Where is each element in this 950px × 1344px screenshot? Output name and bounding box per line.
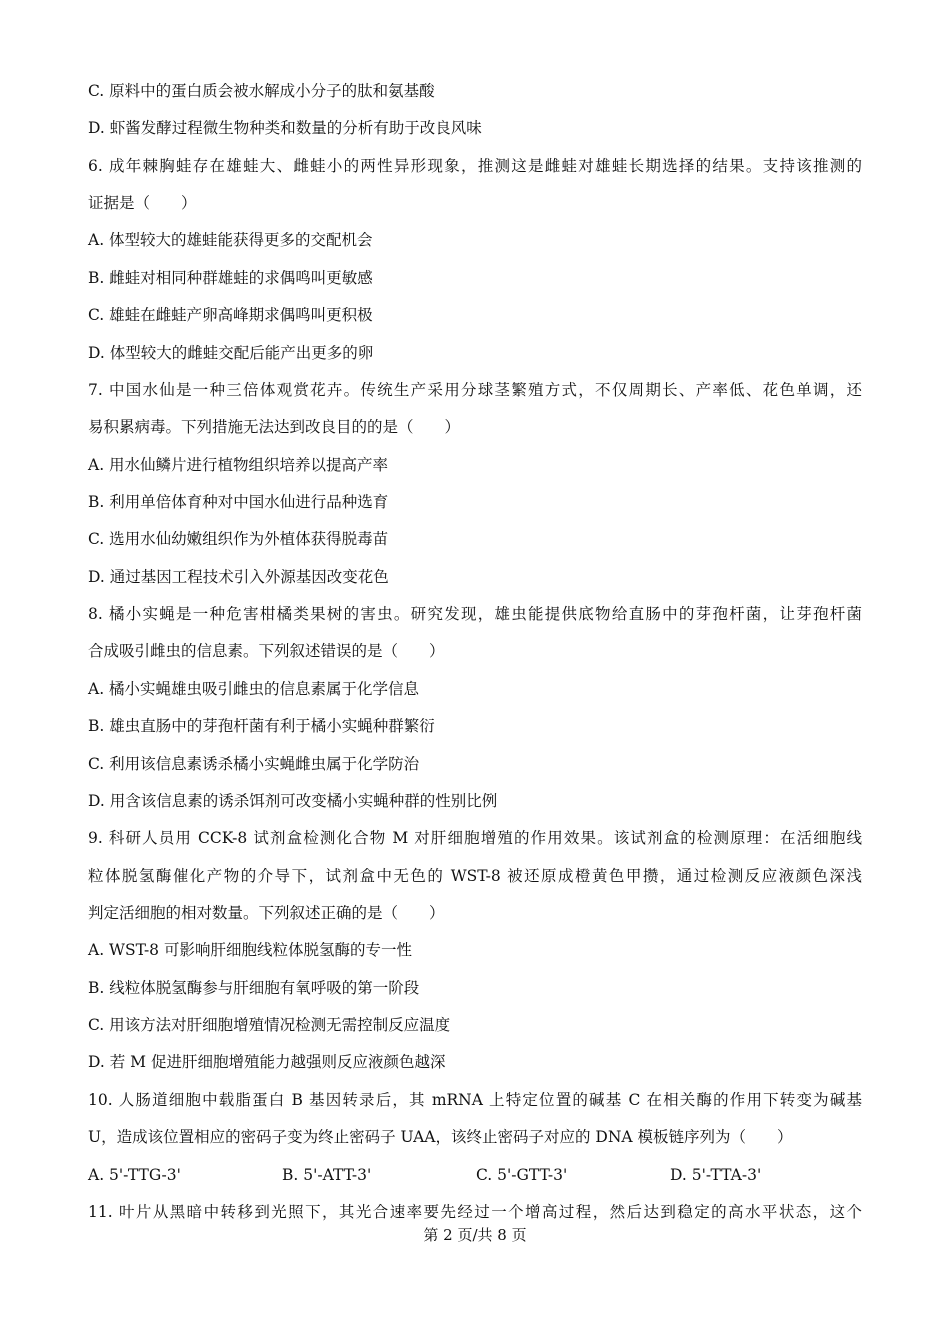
q6-stem-line1: 6. 成年棘胸蛙存在雄蛙大、雌蛙小的两性异形现象，推测这是雌蛙对雄蛙长期选择的结果。支持该推测的	[88, 157, 862, 175]
q7-option-b: B. 利用单倍体育种对中国水仙进行品种选育	[88, 493, 389, 511]
q10-option-a: A. 5'-TTG-3'	[88, 1166, 181, 1184]
q8-stem-line2: 合成吸引雌虫的信息素。下列叙述错误的是（ ）	[88, 642, 445, 660]
q7-stem-line2: 易积累病毒。下列措施无法达到改良目的的是（ ）	[88, 418, 461, 436]
q6-option-a: A. 体型较大的雄蛙能获得更多的交配机会	[88, 231, 373, 249]
q5-option-d: D. 虾酱发酵过程微生物种类和数量的分析有助于改良风味	[88, 119, 482, 137]
q7-stem-line1: 7. 中国水仙是一种三倍体观赏花卉。传统生产采用分球茎繁殖方式，不仅周期长、产率低、花色单调，还	[88, 381, 862, 399]
q8-option-b: B. 雄虫直肠中的芽孢杆菌有利于橘小实蝇种群繁衍	[88, 717, 435, 735]
q6-stem-line2: 证据是（ ）	[88, 194, 197, 212]
q9-stem-line3: 判定活细胞的相对数量。下列叙述正确的是（ ）	[88, 904, 445, 922]
q9-option-d: D. 若 M 促进肝细胞增殖能力越强则反应液颜色越深	[88, 1053, 446, 1071]
q7-option-a: A. 用水仙鳞片进行植物组织培养以提高产率	[88, 456, 389, 474]
q6-option-c: C. 雄蛙在雌蛙产卵高峰期求偶鸣叫更积极	[88, 306, 373, 324]
q9-option-a: A. WST-8 可影响肝细胞线粒体脱氢酶的专一性	[88, 941, 412, 959]
q8-option-a: A. 橘小实蝇雄虫吸引雌虫的信息素属于化学信息	[88, 680, 420, 698]
q10-stem-line1: 10. 人肠道细胞中载脂蛋白 B 基因转录后，其 mRNA 上特定位置的碱基 C 在相关酶的作用下转变为碱基	[88, 1091, 862, 1109]
q10-option-d: D. 5'-TTA-3'	[670, 1166, 762, 1184]
q8-option-d: D. 用含该信息素的诱杀饵剂可改变橘小实蝇种群的性别比例	[88, 792, 498, 810]
q9-option-c: C. 用该方法对肝细胞增殖情况检测无需控制反应温度	[88, 1016, 451, 1034]
q6-option-b: B. 雌蛙对相同种群雄蛙的求偶鸣叫更敏感	[88, 269, 373, 287]
q10-stem-line2: U，造成该位置相应的密码子变为终止密码子 UAA，该终止密码子对应的 DNA 模板链序列为（ ）	[88, 1128, 793, 1146]
q7-option-c: C. 选用水仙幼嫩组织作为外植体获得脱毒苗	[88, 530, 389, 548]
q9-stem-line2: 粒体脱氢酶催化产物的介导下，试剂盒中无色的 WST-8 被还原成橙黄色甲攒，通过检测反应液颜色深浅	[88, 867, 862, 885]
q6-option-d: D. 体型较大的雌蛙交配后能产出更多的卵	[88, 344, 374, 362]
q8-stem-line1: 8. 橘小实蝇是一种危害柑橘类果树的害虫。研究发现，雄虫能提供底物给直肠中的芽孢杆菌，让芽孢杆菌	[88, 605, 862, 623]
q11-stem-line1: 11. 叶片从黑暗中转移到光照下，其光合速率要先经过一个增高过程，然后达到稳定的高水平状态，这个	[88, 1203, 862, 1221]
q7-option-d: D. 通过基因工程技术引入外源基因改变花色	[88, 568, 389, 586]
q9-option-b: B. 线粒体脱氢酶参与肝细胞有氧呼吸的第一阶段	[88, 979, 420, 997]
q9-stem-line1: 9. 科研人员用 CCK-8 试剂盒检测化合物 M 对肝细胞增殖的作用效果。该试剂盒的检测原理：在活细胞线	[88, 829, 862, 847]
q10-option-b: B. 5'-ATT-3'	[282, 1166, 372, 1184]
page-number: 第 2 页/共 8 页	[423, 1226, 527, 1244]
q10-option-c: C. 5'-GTT-3'	[476, 1166, 568, 1184]
q5-option-c: C. 原料中的蛋白质会被水解成小分子的肽和氨基酸	[88, 82, 435, 100]
q10-options-row	[88, 1164, 868, 1186]
q8-option-c: C. 利用该信息素诱杀橘小实蝇雌虫属于化学防治	[88, 755, 420, 773]
